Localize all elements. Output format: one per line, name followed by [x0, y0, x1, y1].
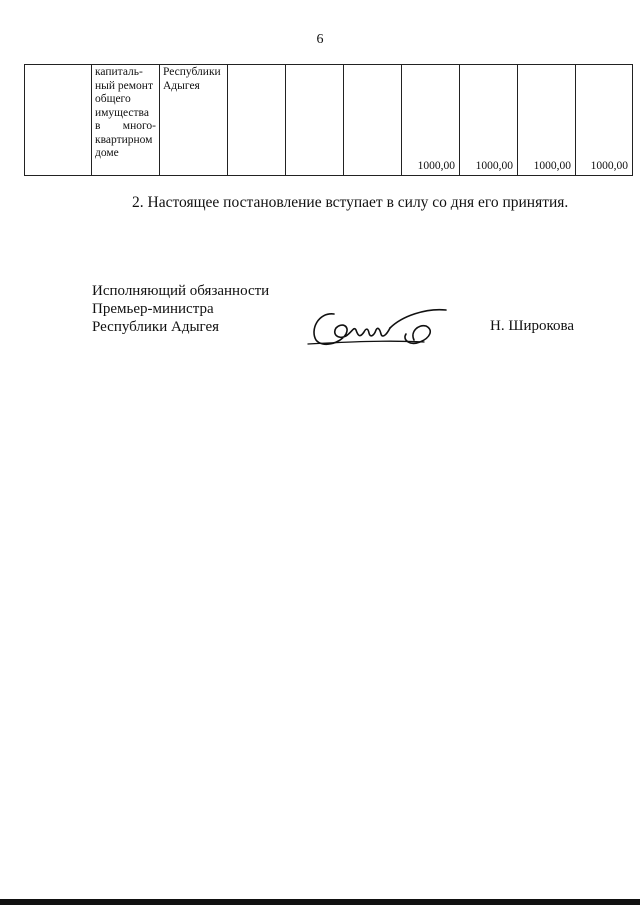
item-line	[95, 120, 156, 134]
table-cell-empty	[344, 65, 402, 176]
subject-line: Адыгея	[163, 79, 200, 92]
subject-line: Республики	[163, 66, 221, 78]
item-line: ный ремонт	[95, 79, 153, 92]
page-number: 6	[316, 32, 324, 47]
item-line: имущества	[95, 106, 149, 119]
handwritten-signature	[306, 300, 456, 352]
signatory-line: Исполняющий обязанности	[92, 283, 270, 299]
item-word: в	[95, 120, 101, 132]
item-line: общего	[95, 93, 131, 105]
table-cell-empty	[286, 65, 344, 176]
table-cell-value: 1000,00	[402, 65, 460, 176]
table-cell-value: 1000,00	[576, 65, 633, 176]
item-word: много-	[122, 120, 156, 132]
table-cell-value: 1000,00	[518, 65, 576, 176]
budget-table-fragment	[24, 64, 633, 176]
item-line: доме	[95, 147, 119, 159]
scan-border	[0, 899, 640, 905]
signatory-line: Премьер-министра	[92, 301, 214, 317]
table-cell-value: 1000,00	[460, 65, 518, 176]
table-cell-subject	[160, 65, 228, 176]
table-cell-item	[92, 65, 160, 176]
signatory-line: Республики Адыгея	[92, 319, 220, 335]
table-row	[25, 65, 633, 176]
table-cell-empty	[25, 65, 92, 176]
table-cell-empty	[228, 65, 286, 176]
clause-paragraph: 2. Настоящее постановление вступает в силу со дня его принятия.	[132, 194, 569, 211]
item-line: квартирном	[95, 133, 153, 146]
item-line: капиталь-	[95, 66, 143, 78]
signatory-name: Н. Широкова	[490, 318, 575, 334]
signatory-title	[92, 282, 269, 336]
